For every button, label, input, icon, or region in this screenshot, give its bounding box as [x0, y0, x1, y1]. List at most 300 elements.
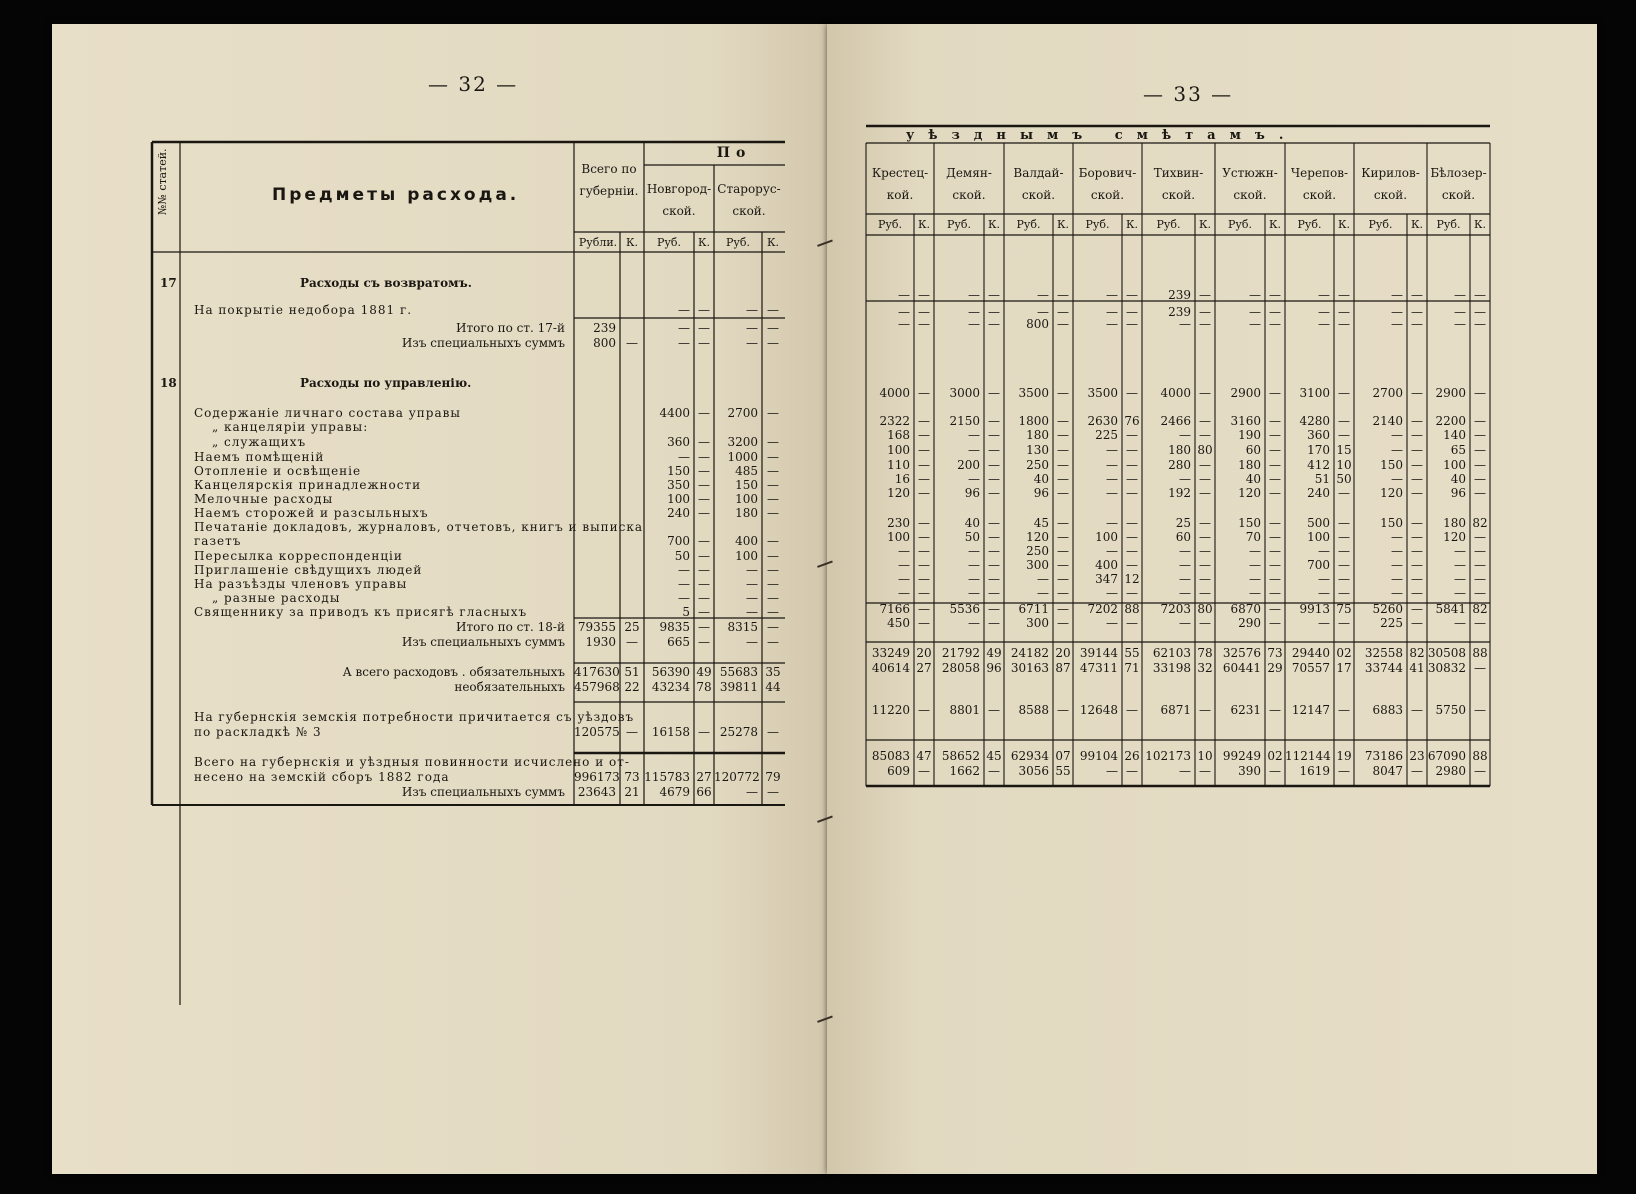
- row-label: Приглашеніе свѣдущихъ людей: [194, 563, 423, 577]
- cell-kopecks: —: [918, 703, 930, 717]
- unit-kopecks: К.: [766, 236, 779, 249]
- cell-novgorod-rubles: 240: [667, 506, 690, 520]
- cell-novgorod-kopecks: 49: [696, 665, 712, 679]
- cell-kopecks: —: [1199, 586, 1211, 600]
- cell-kopecks: —: [1411, 288, 1423, 302]
- cell-rubles: —: [1249, 558, 1261, 572]
- cell-rubles: 120: [1380, 486, 1403, 500]
- cell-kopecks: —: [1269, 317, 1281, 331]
- cell-rubles: —: [1249, 288, 1261, 302]
- row-label: Наемъ сторожей и разсыльныхъ: [194, 506, 429, 520]
- cell-rubles: —: [1037, 288, 1049, 302]
- cell-novgorod-rubles: 665: [667, 635, 690, 649]
- cell-rubles: 5536: [949, 602, 980, 616]
- cell-starorus-rubles: 2700: [727, 406, 758, 420]
- cell-kopecks: —: [1057, 703, 1069, 717]
- cell-kopecks: —: [1474, 428, 1486, 442]
- cell-kopecks: —: [988, 558, 1000, 572]
- cell-novgorod-rubles: —: [678, 577, 690, 591]
- cell-rubles: 99104: [1079, 749, 1118, 763]
- cell-rubles: 230: [887, 516, 910, 530]
- cell-kopecks: —: [1474, 764, 1486, 778]
- cell-kopecks: —: [918, 288, 930, 302]
- cell-rubles: —: [1037, 305, 1049, 319]
- cell-kopecks: —: [1338, 288, 1350, 302]
- cell-rubles: 2322: [879, 414, 910, 428]
- cell-starorus-kopecks: 44: [765, 680, 781, 694]
- cell-rubles: 32576: [1222, 646, 1261, 660]
- cell-starorus-kopecks: 79: [765, 770, 781, 784]
- cell-kopecks: —: [1474, 530, 1486, 544]
- district-estimates-banner: уѣзднымъ смѣтамъ.: [906, 128, 1298, 143]
- cell-kopecks: 19: [1336, 749, 1352, 763]
- row-label: Всего на губернскія и уѣздныя повинности исчислено и от-: [194, 755, 630, 769]
- cell-kopecks: —: [1269, 386, 1281, 400]
- cell-rubles: —: [1106, 544, 1118, 558]
- cell-kopecks: 47: [916, 749, 932, 763]
- cell-kopecks: —: [1411, 486, 1423, 500]
- cell-rubles: 170: [1307, 443, 1330, 457]
- cell-rubles: 40: [1245, 472, 1261, 486]
- cell-kopecks: —: [918, 428, 930, 442]
- cell-rubles: —: [1179, 428, 1191, 442]
- row-label: Изъ специальныхъ суммъ: [401, 785, 565, 799]
- cell-starorus-rubles: —: [746, 577, 758, 591]
- cell-rubles: 360: [1307, 428, 1330, 442]
- cell-rubles: 3056: [1018, 764, 1049, 778]
- cell-rubles: 6883: [1372, 703, 1403, 717]
- row-label: Расходы съ возвратомъ.: [300, 276, 472, 290]
- cell-rubles: 300: [1026, 616, 1049, 630]
- cell-rubles: 32558: [1364, 646, 1403, 660]
- unit-rubles: Руб.: [1228, 218, 1252, 231]
- cell-novgorod-kopecks: —: [698, 450, 710, 464]
- cell-kopecks: —: [1269, 703, 1281, 717]
- cell-kopecks: —: [1411, 428, 1423, 442]
- cell-novgorod-rubles: 150: [667, 464, 690, 478]
- cell-kopecks: —: [1126, 288, 1138, 302]
- cell-rubles: 110: [887, 458, 910, 472]
- cell-kopecks: —: [1338, 386, 1350, 400]
- cell-kopecks: —: [1126, 472, 1138, 486]
- cell-starorus-rubles: 55683: [719, 665, 758, 679]
- cell-starorus-kopecks: —: [767, 303, 779, 317]
- cell-kopecks: 80: [1197, 443, 1213, 457]
- cell-rubles: —: [1454, 544, 1466, 558]
- cell-kopecks: 87: [1055, 661, 1071, 675]
- cell-kopecks: —: [1474, 572, 1486, 586]
- cell-starorus-kopecks: —: [767, 464, 779, 478]
- cell-starorus-rubles: —: [746, 303, 758, 317]
- cell-kopecks: —: [1057, 288, 1069, 302]
- cell-kopecks: —: [988, 572, 1000, 586]
- cell-rubles: 58652: [941, 749, 980, 763]
- cell-kopecks: —: [1126, 458, 1138, 472]
- unit-kopecks: К.: [1337, 218, 1350, 231]
- cell-kopecks: —: [1199, 486, 1211, 500]
- cell-rubles: 100: [1443, 458, 1466, 472]
- cell-kopecks: —: [918, 386, 930, 400]
- column-header-novgorod: Новгород- ской.: [646, 182, 712, 218]
- cell-rubles: —: [1454, 586, 1466, 600]
- cell-starorus-kopecks: —: [767, 492, 779, 506]
- cell-kopecks: —: [1199, 428, 1211, 442]
- cell-rubles: —: [1179, 616, 1191, 630]
- cell-kopecks: —: [1057, 586, 1069, 600]
- cell-total-kopecks: —: [626, 635, 638, 649]
- cell-kopecks: —: [1338, 558, 1350, 572]
- cell-rubles: 180: [1168, 443, 1191, 457]
- cell-starorus-kopecks: —: [767, 321, 779, 335]
- cell-kopecks: —: [1126, 317, 1138, 331]
- cell-rubles: 11220: [871, 703, 910, 717]
- cell-kopecks: —: [1126, 386, 1138, 400]
- cell-kopecks: —: [1199, 305, 1211, 319]
- cell-novgorod-kopecks: —: [698, 577, 710, 591]
- cell-kopecks: —: [1269, 602, 1281, 616]
- cell-kopecks: —: [1199, 386, 1211, 400]
- cell-novgorod-kopecks: —: [698, 303, 710, 317]
- cell-kopecks: —: [1057, 414, 1069, 428]
- cell-rubles: —: [1179, 764, 1191, 778]
- cell-novgorod-kopecks: —: [698, 725, 710, 739]
- cell-kopecks: —: [988, 586, 1000, 600]
- cell-novgorod-rubles: 350: [667, 478, 690, 492]
- cell-rubles: —: [968, 472, 980, 486]
- cell-rubles: —: [1454, 572, 1466, 586]
- cell-kopecks: —: [1057, 443, 1069, 457]
- cell-kopecks: 78: [1197, 646, 1213, 660]
- cell-novgorod-rubles: 9835: [659, 620, 690, 634]
- cell-kopecks: —: [918, 586, 930, 600]
- cell-total-rubles: 996173: [574, 770, 620, 784]
- cell-kopecks: —: [1474, 486, 1486, 500]
- cell-novgorod-rubles: 360: [667, 435, 690, 449]
- column-header-article-number: №№ статей.: [156, 148, 169, 215]
- cell-kopecks: —: [1269, 572, 1281, 586]
- cell-rubles: —: [1391, 586, 1403, 600]
- cell-rubles: —: [1179, 544, 1191, 558]
- cell-kopecks: —: [1474, 472, 1486, 486]
- cell-total-kopecks: —: [626, 336, 638, 350]
- cell-rubles: 1619: [1299, 764, 1330, 778]
- cell-novgorod-rubles: 50: [674, 549, 690, 563]
- cell-kopecks: 07: [1055, 749, 1071, 763]
- unit-kopecks: К.: [1473, 218, 1486, 231]
- cell-rubles: —: [1037, 572, 1049, 586]
- cell-rubles: —: [898, 544, 910, 558]
- cell-novgorod-kopecks: —: [698, 563, 710, 577]
- cell-kopecks: 02: [1267, 749, 1283, 763]
- cell-kopecks: —: [988, 764, 1000, 778]
- cell-rubles: —: [968, 317, 980, 331]
- cell-starorus-kopecks: —: [767, 591, 779, 605]
- cell-kopecks: —: [1126, 544, 1138, 558]
- cell-kopecks: —: [1126, 586, 1138, 600]
- row-label: Канцелярскія принадлежности: [194, 478, 422, 492]
- cell-rubles: 96: [1033, 486, 1049, 500]
- cell-kopecks: 02: [1336, 646, 1352, 660]
- cell-novgorod-rubles: 4679: [659, 785, 690, 799]
- cell-rubles: 700: [1307, 558, 1330, 572]
- cell-kopecks: —: [988, 288, 1000, 302]
- unit-kopecks: К.: [1125, 218, 1138, 231]
- cell-rubles: —: [1318, 544, 1330, 558]
- cell-kopecks: 29: [1267, 661, 1283, 675]
- cell-kopecks: —: [1474, 616, 1486, 630]
- cell-rubles: —: [1318, 616, 1330, 630]
- cell-kopecks: —: [1269, 428, 1281, 442]
- cell-total-kopecks: 22: [624, 680, 640, 694]
- cell-starorus-kopecks: —: [767, 605, 779, 619]
- cell-starorus-kopecks: —: [767, 406, 779, 420]
- cell-kopecks: —: [1057, 317, 1069, 331]
- cell-novgorod-kopecks: —: [698, 435, 710, 449]
- cell-total-kopecks: —: [626, 725, 638, 739]
- district-column-header: Устюжн- ской.: [1222, 166, 1278, 202]
- cell-rubles: —: [1318, 572, 1330, 586]
- cell-rubles: 180: [1443, 516, 1466, 530]
- cell-kopecks: —: [988, 317, 1000, 331]
- cell-kopecks: —: [1474, 661, 1486, 675]
- cell-rubles: —: [1454, 558, 1466, 572]
- cell-kopecks: —: [988, 305, 1000, 319]
- row-label: газетъ: [194, 534, 242, 548]
- cell-kopecks: —: [1199, 414, 1211, 428]
- cell-novgorod-kopecks: 27: [696, 770, 712, 784]
- cell-kopecks: —: [1269, 558, 1281, 572]
- cell-rubles: 5260: [1372, 602, 1403, 616]
- unit-kopecks: К.: [625, 236, 638, 249]
- cell-kopecks: —: [1126, 305, 1138, 319]
- cell-starorus-kopecks: —: [767, 478, 779, 492]
- cell-rubles: 100: [1095, 530, 1118, 544]
- cell-rubles: 225: [1095, 428, 1118, 442]
- cell-rubles: 100: [887, 443, 910, 457]
- cell-kopecks: —: [1269, 472, 1281, 486]
- cell-rubles: —: [898, 317, 910, 331]
- cell-kopecks: —: [1411, 572, 1423, 586]
- cell-kopecks: 88: [1124, 602, 1140, 616]
- cell-rubles: 412: [1307, 458, 1330, 472]
- cell-kopecks: —: [1411, 616, 1423, 630]
- cell-kopecks: —: [1126, 530, 1138, 544]
- cell-rubles: —: [1106, 764, 1118, 778]
- cell-rubles: 2700: [1372, 386, 1403, 400]
- row-label: несено на земскій сборъ 1882 года: [194, 770, 450, 784]
- cell-starorus-rubles: —: [746, 605, 758, 619]
- cell-rubles: —: [1454, 288, 1466, 302]
- cell-total-rubles: 23643: [577, 785, 616, 799]
- cell-kopecks: —: [1411, 458, 1423, 472]
- cell-total-kopecks: 25: [624, 620, 640, 634]
- cell-kopecks: —: [1474, 443, 1486, 457]
- cell-kopecks: 27: [916, 661, 932, 675]
- cell-kopecks: —: [1057, 616, 1069, 630]
- cell-kopecks: 76: [1124, 414, 1140, 428]
- cell-rubles: 4000: [879, 386, 910, 400]
- cell-starorus-kopecks: —: [767, 563, 779, 577]
- cell-rubles: 33249: [871, 646, 910, 660]
- row-label: Священнику за приводъ къ присягѣ гласныхъ: [194, 605, 528, 619]
- cell-rubles: 500: [1307, 516, 1330, 530]
- cell-rubles: 3160: [1230, 414, 1261, 428]
- cell-rubles: 130: [1026, 443, 1049, 457]
- cell-starorus-kopecks: —: [767, 549, 779, 563]
- cell-kopecks: —: [988, 472, 1000, 486]
- cell-rubles: 70557: [1291, 661, 1330, 675]
- cell-kopecks: —: [1126, 443, 1138, 457]
- cell-kopecks: —: [988, 703, 1000, 717]
- cell-starorus-kopecks: —: [767, 336, 779, 350]
- cell-rubles: —: [1391, 530, 1403, 544]
- row-label: Расходы по управленію.: [300, 376, 472, 390]
- cell-rubles: 100: [887, 530, 910, 544]
- cell-rubles: 47311: [1079, 661, 1118, 675]
- cell-starorus-rubles: —: [746, 336, 758, 350]
- unit-rubles: Руб.: [726, 236, 750, 249]
- cell-rubles: 12648: [1079, 703, 1118, 717]
- cell-rubles: —: [968, 572, 980, 586]
- cell-novgorod-rubles: —: [678, 591, 690, 605]
- cell-kopecks: —: [1057, 305, 1069, 319]
- cell-rubles: —: [1106, 516, 1118, 530]
- cell-novgorod-kopecks: —: [698, 336, 710, 350]
- cell-rubles: —: [1106, 317, 1118, 331]
- cell-kopecks: —: [918, 486, 930, 500]
- cell-kopecks: —: [1057, 386, 1069, 400]
- cell-rubles: 120: [1026, 530, 1049, 544]
- cell-rubles: 1662: [949, 764, 980, 778]
- cell-rubles: 5750: [1435, 703, 1466, 717]
- cell-kopecks: 55: [1124, 646, 1140, 660]
- cell-novgorod-kopecks: —: [698, 620, 710, 634]
- cell-rubles: 70: [1245, 530, 1261, 544]
- cell-kopecks: —: [1411, 414, 1423, 428]
- unit-rubles: Руб.: [1016, 218, 1041, 231]
- cell-kopecks: —: [918, 572, 930, 586]
- cell-kopecks: —: [1269, 288, 1281, 302]
- cell-rubles: —: [1106, 305, 1118, 319]
- cell-novgorod-kopecks: —: [698, 506, 710, 520]
- unit-rubles: Руб.: [1436, 218, 1461, 231]
- cell-starorus-rubles: 1000: [727, 450, 758, 464]
- cell-starorus-rubles: 485: [735, 464, 758, 478]
- cell-kopecks: —: [1199, 530, 1211, 544]
- cell-novgorod-kopecks: —: [698, 635, 710, 649]
- cell-kopecks: —: [1199, 764, 1211, 778]
- cell-novgorod-kopecks: —: [698, 321, 710, 335]
- cell-rubles: 400: [1095, 558, 1118, 572]
- cell-novgorod-kopecks: —: [698, 591, 710, 605]
- cell-kopecks: —: [1474, 288, 1486, 302]
- cell-rubles: 120: [1443, 530, 1466, 544]
- cell-rubles: —: [1391, 544, 1403, 558]
- cell-kopecks: —: [988, 544, 1000, 558]
- cell-kopecks: —: [918, 317, 930, 331]
- cell-rubles: —: [1391, 472, 1403, 486]
- cell-kopecks: —: [1474, 586, 1486, 600]
- article-number: 18: [160, 376, 177, 390]
- cell-rubles: 40614: [871, 661, 910, 675]
- cell-rubles: 51: [1314, 472, 1330, 486]
- row-label: „ служащихъ: [212, 435, 307, 449]
- cell-kopecks: 41: [1409, 661, 1425, 675]
- cell-kopecks: —: [918, 472, 930, 486]
- cell-total-rubles: 79355: [577, 620, 616, 634]
- cell-rubles: 2900: [1435, 386, 1466, 400]
- cell-rubles: 609: [887, 764, 910, 778]
- cell-kopecks: —: [1338, 703, 1350, 717]
- cell-rubles: 12147: [1291, 703, 1330, 717]
- cell-rubles: —: [1106, 586, 1118, 600]
- cell-kopecks: 71: [1124, 661, 1140, 675]
- cell-rubles: 347: [1095, 572, 1118, 586]
- cell-kopecks: 88: [1472, 749, 1488, 763]
- cell-rubles: 62934: [1010, 749, 1049, 763]
- cell-kopecks: —: [1411, 516, 1423, 530]
- cell-rubles: 300: [1026, 558, 1049, 572]
- cell-kopecks: 49: [986, 646, 1002, 660]
- row-label: На губернскія земскія потребности причитается съ уѣздовъ: [194, 710, 635, 724]
- cell-kopecks: —: [918, 458, 930, 472]
- cell-kopecks: —: [1269, 516, 1281, 530]
- cell-rubles: 190: [1238, 428, 1261, 442]
- cell-rubles: 450: [887, 616, 910, 630]
- cell-rubles: 120: [1238, 486, 1261, 500]
- cell-kopecks: —: [1338, 616, 1350, 630]
- cell-kopecks: —: [988, 602, 1000, 616]
- cell-rubles: 24182: [1010, 646, 1049, 660]
- cell-kopecks: —: [988, 616, 1000, 630]
- unit-rubles: Руб.: [947, 218, 971, 231]
- cell-kopecks: —: [918, 516, 930, 530]
- unit-rubles: Руб.: [1368, 218, 1393, 231]
- cell-kopecks: —: [1199, 544, 1211, 558]
- cell-rubles: 100: [1307, 530, 1330, 544]
- cell-rubles: —: [1249, 586, 1261, 600]
- cell-rubles: 7166: [879, 602, 910, 616]
- cell-kopecks: —: [1411, 586, 1423, 600]
- cell-rubles: 30832: [1427, 661, 1466, 675]
- cell-rubles: —: [1249, 317, 1261, 331]
- cell-rubles: 3000: [949, 386, 980, 400]
- cell-kopecks: —: [1411, 703, 1423, 717]
- cell-kopecks: —: [1199, 703, 1211, 717]
- unit-kopecks: К.: [697, 236, 710, 249]
- row-label: На покрытіе недобора 1881 г.: [194, 303, 413, 317]
- cell-starorus-kopecks: —: [767, 785, 779, 799]
- cell-rubles: —: [1391, 558, 1403, 572]
- cell-kopecks: —: [918, 558, 930, 572]
- cell-kopecks: —: [1126, 764, 1138, 778]
- cell-rubles: —: [1106, 486, 1118, 500]
- cell-rubles: —: [968, 288, 980, 302]
- cell-kopecks: —: [1411, 472, 1423, 486]
- cell-rubles: 2900: [1230, 386, 1261, 400]
- cell-kopecks: 10: [1336, 458, 1352, 472]
- cell-kopecks: —: [1057, 530, 1069, 544]
- article-number: 17: [160, 276, 177, 290]
- cell-rubles: —: [968, 305, 980, 319]
- cell-rubles: 45: [1033, 516, 1049, 530]
- column-header-subject: Предметы расхода.: [272, 185, 520, 205]
- cell-rubles: —: [1454, 616, 1466, 630]
- cell-rubles: 250: [1026, 458, 1049, 472]
- unit-rubles: Руб.: [1297, 218, 1322, 231]
- cell-kopecks: —: [988, 458, 1000, 472]
- cell-kopecks: —: [1411, 305, 1423, 319]
